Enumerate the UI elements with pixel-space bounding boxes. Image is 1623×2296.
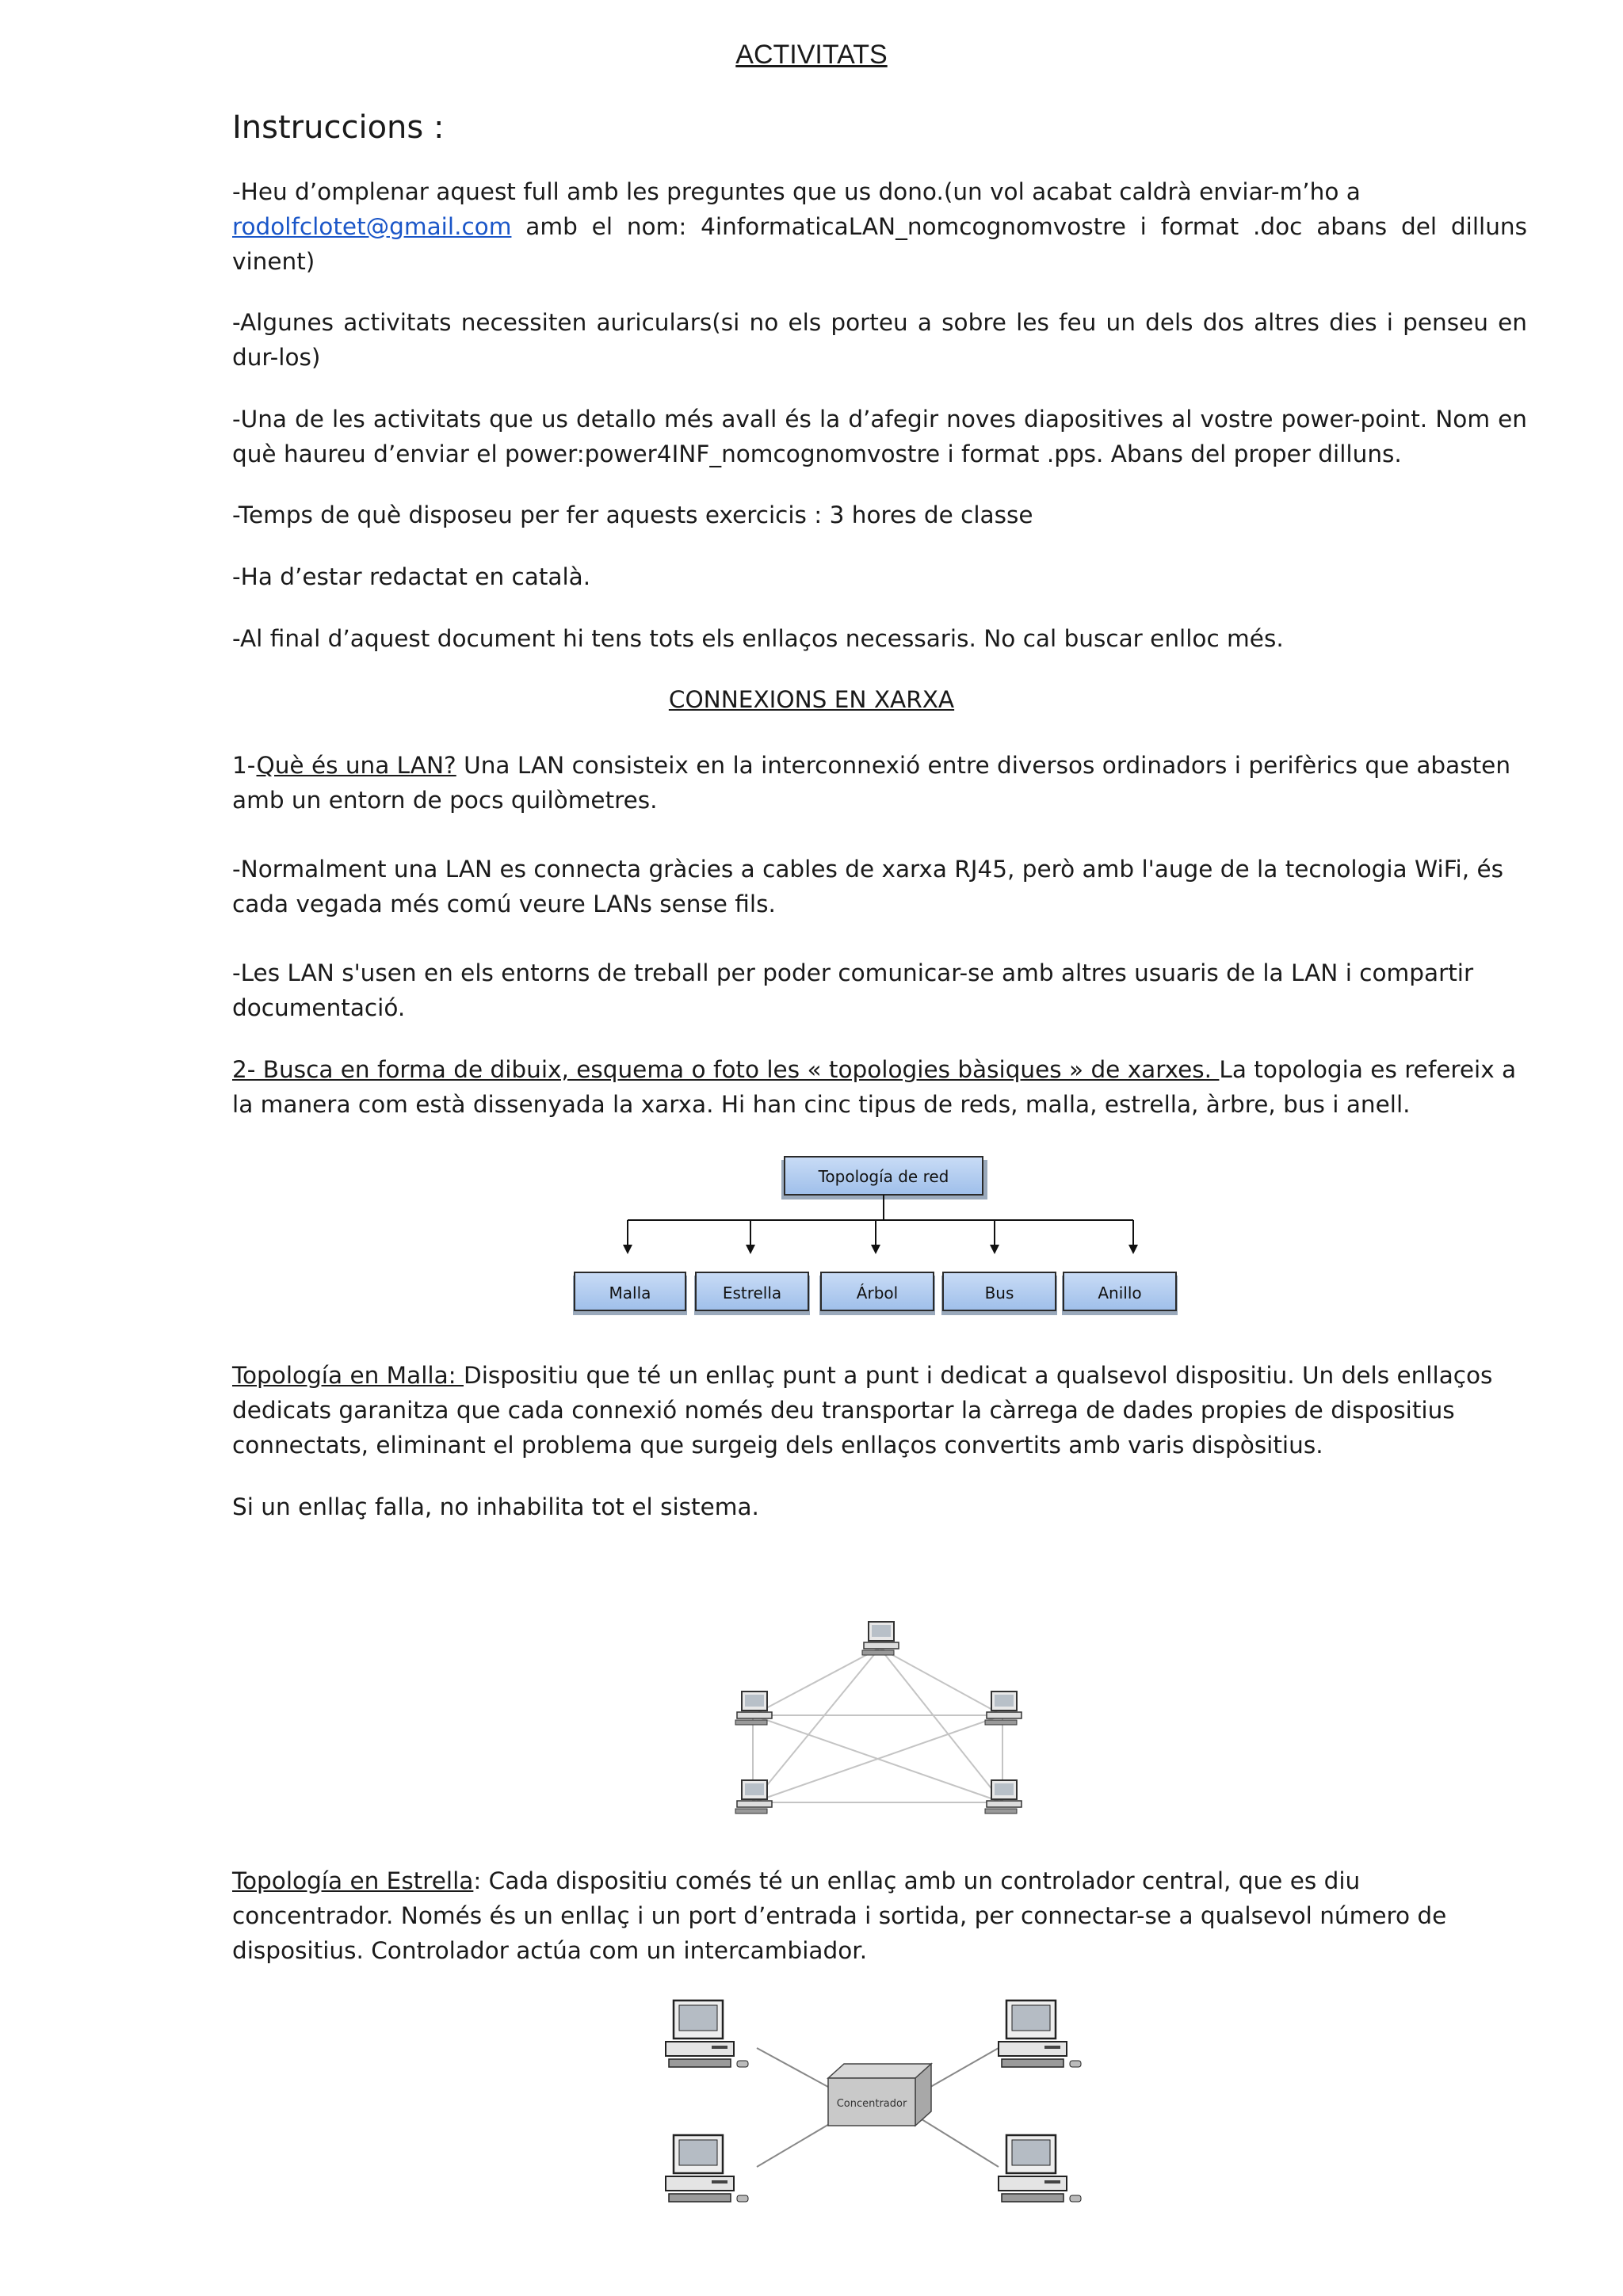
question-1-paragraph-3: -Les LAN s'usen en els entorns de treball per poder comunicar-se amb altres usuaris de la LAN i compartir documentació.	[232, 959, 1474, 1021]
computer-icon	[985, 1780, 1022, 1814]
hub-label: Concentrador	[836, 2098, 907, 2110]
email-link[interactable]: rodolfclotet@gmail.com	[232, 213, 512, 240]
mesh-paragraph	[232, 1358, 1527, 1463]
question-1-paragraph	[232, 748, 1527, 818]
child-label-estrella: Estrella	[722, 1283, 782, 1302]
root-label: Topología de red	[818, 1167, 949, 1186]
instruction-paragraph-1	[232, 174, 1527, 279]
child-label-arbol: Árbol	[856, 1283, 899, 1302]
instruction-paragraph-6: -Al final d’aquest document hi tens tots els enllaços necessaris. No cal buscar enlloc més.	[232, 625, 1284, 652]
question-2-answer: La topologia es refereix a la manera com està dissenyada la xarxa. Hi han cinc tipus de reds, malla, estrella, àrbre, bus i anell.	[232, 1056, 1517, 1118]
child-arbol	[819, 1220, 935, 1315]
child-label-bus: Bus	[984, 1283, 1014, 1302]
child-bus	[941, 1220, 1057, 1315]
question-1-paragraph-2: -Normalment una LAN es connecta gràcies a cables de xarxa RJ45, però amb l'auge de la tecnologia WiFi, és cada vegada més comú veure LANs sense fils.	[232, 856, 1504, 917]
star-topology-image	[650, 1985, 1109, 2222]
question-2-title: 2- Busca en forma de dibuix, esquema o foto les « topologies bàsiques » de xarxes.	[232, 1056, 1220, 1083]
child-label-anillo: Anillo	[1098, 1283, 1142, 1302]
star-paragraph	[232, 1863, 1527, 1968]
document-title: ACTIVITATS	[735, 40, 888, 70]
question-1-prefix: 1-	[232, 752, 257, 779]
star-text: : Cada dispositiu comés té un enllaç amb un controlador central, que es diu concentrador. Només és un enllaç i un port d’entrada i sortida, per connectar-se a qualsevol número de dispositius. Controlador actúa com un intercambiador.	[232, 1867, 1447, 1964]
computer-icon	[666, 2000, 748, 2067]
instruction-paragraph-5: -Ha d’estar redactat en català.	[232, 563, 591, 590]
child-label-malla: Malla	[609, 1283, 651, 1302]
child-anillo	[1062, 1220, 1178, 1315]
topology-tree-diagram	[571, 1153, 1197, 1331]
instructions-heading: Instruccions :	[232, 109, 445, 146]
instruction-1-text-after: amb el nom: 4informaticaLAN_nomcognomvostre i format .doc abans del dilluns vinent)	[232, 213, 1527, 275]
child-estrella	[694, 1220, 810, 1315]
instruction-paragraph-3: -Una de les activitats que us detallo més avall és la d’afegir noves diapositives al vostre power-point. Nom en què haureu d’enviar el power:power4INF_nomcognomvostre i format .pps. Abans del proper dilluns.	[232, 406, 1527, 467]
mesh-topology-image	[713, 1612, 1046, 1834]
question-1-title: Què és una LAN?	[256, 752, 456, 779]
computer-icon	[862, 1622, 899, 1655]
child-malla	[573, 1220, 687, 1315]
instruction-paragraph-2: -Algunes activitats necessiten auriculars(si no els porteu a sobre les feu un dels dos altres dies i penseu en dur-los)	[232, 309, 1527, 371]
computer-icon	[999, 2000, 1081, 2067]
question-2-paragraph	[232, 1052, 1527, 1122]
section-title: CONNEXIONS EN XARXA	[668, 686, 955, 713]
instruction-1-text: -Heu d’omplenar aquest full amb les preguntes que us dono.(un vol acabat caldrà enviar-m’ho a	[232, 178, 1361, 205]
hub-icon	[828, 2064, 931, 2126]
mesh-links	[753, 1648, 1002, 1802]
star-label: Topología en Estrella	[232, 1867, 474, 1894]
mesh-text: Dispositiu que té un enllaç punt a punt i dedicat a qualsevol dispositiu. Un dels enllaços dedicats garanitza que cada connexió només deu transportar la càrrega de dades propies de dispositius connectats, eliminant el problema que surgeig dels enllaços convertits amb varis dispòsitius.	[232, 1362, 1493, 1459]
mesh-label: Topología en Malla:	[232, 1362, 464, 1389]
computer-icon	[666, 2135, 748, 2202]
question-1-answer: Una LAN consisteix en la interconnexió entre diversos ordinadors i perifèrics que abasten amb un entorn de pocs quilòmetres.	[232, 752, 1511, 814]
computer-icon	[735, 1780, 772, 1814]
instruction-paragraph-4: -Temps de què disposeu per fer aquests exercicis : 3 hores de classe	[232, 502, 1033, 528]
computer-icon	[735, 1691, 772, 1725]
mesh-paragraph-2: Si un enllaç falla, no inhabilita tot el sistema.	[232, 1493, 759, 1520]
computer-icon	[999, 2135, 1081, 2202]
